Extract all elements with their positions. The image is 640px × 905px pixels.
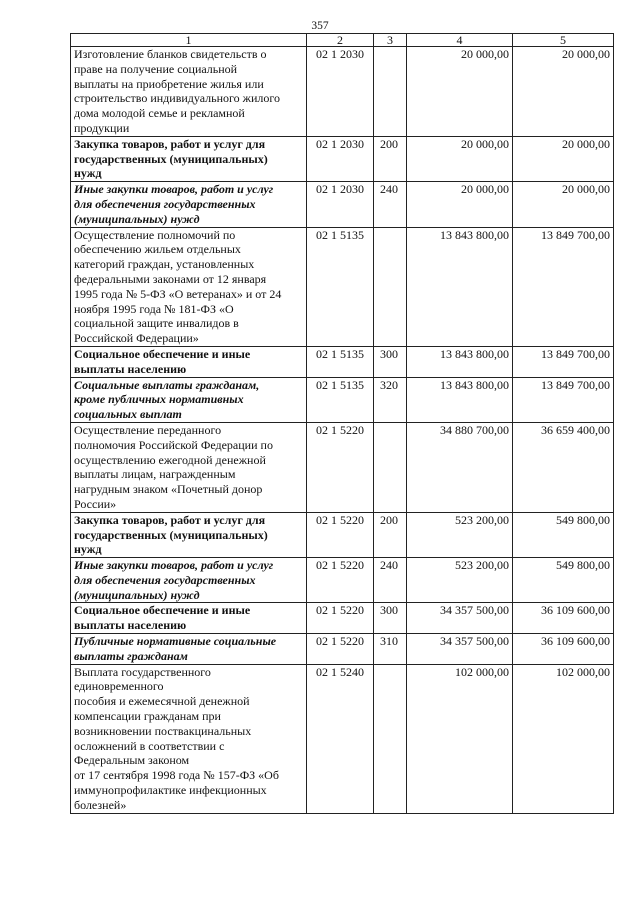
row-code-cell: 02 1 5220 xyxy=(307,512,374,557)
row-name-line: нагрудным знаком «Почетный донор xyxy=(74,482,263,497)
row-name-line: Закупка товаров, работ и услуг для xyxy=(74,136,266,151)
row-type-cell: 300 xyxy=(374,603,407,634)
row-name-cell xyxy=(71,664,307,813)
row-name-cell xyxy=(71,603,307,634)
table-header-row xyxy=(71,34,614,47)
row-amount-2-cell: 13 849 700,00 xyxy=(513,227,614,346)
row-name-line: возникновении поствакцинальных xyxy=(74,723,252,738)
row-amount-1-cell: 34 357 500,00 xyxy=(407,634,513,665)
row-amount-1-cell: 523 200,00 xyxy=(407,558,513,603)
row-name-line: пособия и ежемесячной денежной xyxy=(74,694,250,709)
row-name-line: государственных (муниципальных) xyxy=(74,527,268,542)
row-name-line: Социальное обеспечение и иные xyxy=(74,603,251,618)
row-type-cell xyxy=(374,47,407,137)
table-row xyxy=(71,182,614,227)
row-code-cell: 02 1 5135 xyxy=(307,227,374,346)
row-amount-2-cell: 36 659 400,00 xyxy=(513,422,614,512)
row-code-cell: 02 1 2030 xyxy=(307,47,374,137)
row-type-cell xyxy=(374,664,407,813)
row-name-line: осложнений в соответствии с xyxy=(74,738,225,753)
row-name-line: праве на получение социальной xyxy=(74,61,238,76)
row-name-cell xyxy=(71,422,307,512)
row-name-line: от 17 сентября 1998 года № 157-ФЗ «Об xyxy=(74,768,279,783)
row-name-line: обеспечению жильем отдельных xyxy=(74,242,241,257)
row-name-line: Выплата государственного xyxy=(74,664,211,679)
row-name-line: выплаты населению xyxy=(74,618,187,633)
row-type-cell: 310 xyxy=(374,634,407,665)
row-name-line: Федеральным законом xyxy=(74,753,190,768)
row-type-cell: 200 xyxy=(374,512,407,557)
table-row xyxy=(71,47,614,137)
row-code-cell: 02 1 5220 xyxy=(307,603,374,634)
row-amount-2-cell: 13 849 700,00 xyxy=(513,346,614,377)
header-col-3: 3 xyxy=(374,34,407,47)
row-amount-1-cell: 20 000,00 xyxy=(407,182,513,227)
row-name-cell xyxy=(71,182,307,227)
row-type-cell: 240 xyxy=(374,558,407,603)
row-name-line: выплаты населению xyxy=(74,361,187,376)
row-name-line: ноября 1995 года № 181-ФЗ «О xyxy=(74,301,234,316)
row-type-cell: 200 xyxy=(374,136,407,181)
row-name-line: нужд xyxy=(74,542,102,557)
row-name-line: выплаты на приобретение жилья или xyxy=(74,76,264,91)
row-name-cell xyxy=(71,558,307,603)
row-name-line: для обеспечения государственных xyxy=(74,196,256,211)
table-row xyxy=(71,377,614,422)
row-name-cell xyxy=(71,634,307,665)
table-row xyxy=(71,558,614,603)
row-name-line: Закупка товаров, работ и услуг для xyxy=(74,512,266,527)
row-name-line: выплаты лицам, награжденным xyxy=(74,467,236,482)
row-amount-1-cell: 20 000,00 xyxy=(407,47,513,137)
row-name-line: Изготовление бланков свидетельств о xyxy=(74,47,267,61)
row-type-cell: 320 xyxy=(374,377,407,422)
row-name-line: (муниципальных) нужд xyxy=(74,587,200,602)
row-name-line: Публичные нормативные социальные xyxy=(74,634,277,649)
row-name-line: (муниципальных) нужд xyxy=(74,211,200,226)
row-code-cell: 02 1 5220 xyxy=(307,422,374,512)
row-type-cell xyxy=(374,422,407,512)
row-amount-1-cell: 102 000,00 xyxy=(407,664,513,813)
header-col-1: 1 xyxy=(71,34,307,47)
table-row xyxy=(71,512,614,557)
row-code-cell: 02 1 5135 xyxy=(307,377,374,422)
row-code-cell: 02 1 5220 xyxy=(307,634,374,665)
row-amount-1-cell: 13 843 800,00 xyxy=(407,377,513,422)
row-name-line: нужд xyxy=(74,166,102,181)
header-col-5: 5 xyxy=(513,34,614,47)
page-number: 357 xyxy=(311,20,329,32)
row-name-cell xyxy=(71,377,307,422)
row-name-line: иммунопрофилактике инфекционных xyxy=(74,783,267,798)
row-name-line: выплаты гражданам xyxy=(74,648,188,663)
row-name-line: федеральными законами от 12 января xyxy=(74,271,267,286)
row-code-cell: 02 1 5135 xyxy=(307,346,374,377)
row-name-line: дома молодой семье и рекламной xyxy=(74,106,245,121)
row-name-line: государственных (муниципальных) xyxy=(74,151,268,166)
row-type-cell xyxy=(374,227,407,346)
row-name-line: Осуществление полномочий по xyxy=(74,227,236,242)
row-amount-2-cell: 102 000,00 xyxy=(513,664,614,813)
row-type-cell: 300 xyxy=(374,346,407,377)
row-name-line: России» xyxy=(74,496,117,511)
table-row xyxy=(71,422,614,512)
row-name-cell xyxy=(71,227,307,346)
row-name-line: социальных выплат xyxy=(74,407,182,422)
row-name-line: 1995 года № 5-ФЗ «О ветеранах» и от 24 xyxy=(74,286,282,301)
row-name-line: продукции xyxy=(74,120,130,135)
row-code-cell: 02 1 5240 xyxy=(307,664,374,813)
header-col-4: 4 xyxy=(407,34,513,47)
row-name-line: социальной защите инвалидов в xyxy=(74,316,239,331)
row-name-cell xyxy=(71,346,307,377)
row-name-line: болезней» xyxy=(74,797,127,812)
row-name-cell xyxy=(71,136,307,181)
table-row xyxy=(71,664,614,813)
budget-table xyxy=(70,33,614,814)
table-row xyxy=(71,227,614,346)
row-amount-2-cell: 13 849 700,00 xyxy=(513,377,614,422)
row-type-cell: 240 xyxy=(374,182,407,227)
row-amount-2-cell: 20 000,00 xyxy=(513,136,614,181)
header-col-2: 2 xyxy=(307,34,374,47)
row-amount-2-cell: 549 800,00 xyxy=(513,558,614,603)
table-row xyxy=(71,346,614,377)
table-row xyxy=(71,603,614,634)
table-row xyxy=(71,136,614,181)
row-name-cell xyxy=(71,512,307,557)
row-amount-1-cell: 523 200,00 xyxy=(407,512,513,557)
row-name-line: Иные закупки товаров, работ и услуг xyxy=(74,558,274,573)
row-code-cell: 02 1 2030 xyxy=(307,136,374,181)
row-name-line: полномочия Российской Федерации по xyxy=(74,437,273,452)
row-name-line: компенсации гражданам при xyxy=(74,709,221,724)
row-amount-2-cell: 20 000,00 xyxy=(513,182,614,227)
row-name-line: Российской Федерации» xyxy=(74,331,199,346)
row-code-cell: 02 1 5220 xyxy=(307,558,374,603)
row-amount-1-cell: 34 880 700,00 xyxy=(407,422,513,512)
row-amount-1-cell: 13 843 800,00 xyxy=(407,227,513,346)
row-name-line: кроме публичных нормативных xyxy=(74,392,244,407)
row-amount-2-cell: 549 800,00 xyxy=(513,512,614,557)
row-name-line: единовременного xyxy=(74,679,164,694)
row-name-cell xyxy=(71,47,307,137)
row-name-line: Социальные выплаты гражданам, xyxy=(74,377,260,392)
row-name-line: Социальное обеспечение и иные xyxy=(74,346,251,361)
row-name-line: Осуществление переданного xyxy=(74,422,222,437)
row-name-line: осуществлению ежегодной денежной xyxy=(74,452,266,467)
row-amount-1-cell: 13 843 800,00 xyxy=(407,346,513,377)
row-name-line: строительство индивидуального жилого xyxy=(74,91,280,106)
row-name-line: для обеспечения государственных xyxy=(74,572,256,587)
row-amount-2-cell: 36 109 600,00 xyxy=(513,603,614,634)
row-code-cell: 02 1 2030 xyxy=(307,182,374,227)
row-amount-2-cell: 36 109 600,00 xyxy=(513,634,614,665)
row-name-line: категорий граждан, установленных xyxy=(74,257,255,272)
row-amount-1-cell: 34 357 500,00 xyxy=(407,603,513,634)
table-row xyxy=(71,634,614,665)
row-name-line: Иные закупки товаров, работ и услуг xyxy=(74,182,274,197)
row-amount-1-cell: 20 000,00 xyxy=(407,136,513,181)
row-amount-2-cell: 20 000,00 xyxy=(513,47,614,137)
